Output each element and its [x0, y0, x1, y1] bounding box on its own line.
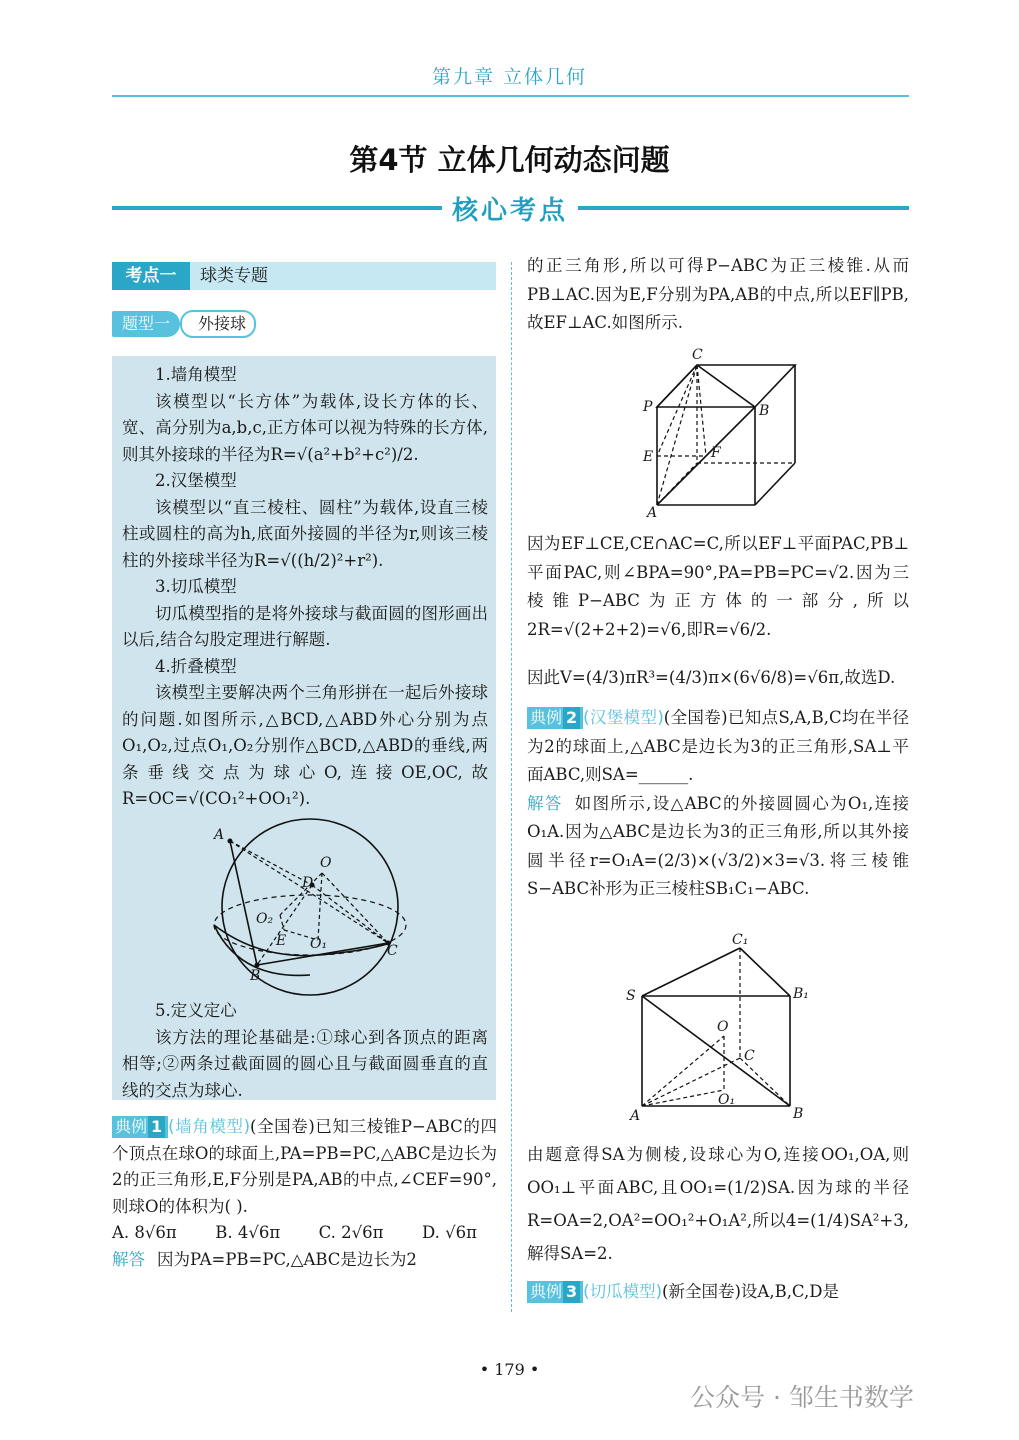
example-2-text: 已知点S,A,B,C均在半径为2的球面上,△ABC是边长为3的正三角形,SA⊥平面ABC,则SA=______. — [527, 708, 910, 784]
solution-1-part-3: 因此V=(4/3)πR³=(4/3)π×(6√6/8)=√6π,故选D. — [527, 668, 896, 687]
model-text-3: 切瓜模型指的是将外接球与截面圆的图形画出以后,结合勾股定理进行解题. — [122, 603, 488, 649]
sphere-label-a: A — [214, 827, 225, 843]
prism-label-a: A — [630, 1108, 641, 1123]
prism-label-c1: C₁ — [732, 932, 749, 948]
example-1-answer-label: 解答 — [112, 1249, 145, 1269]
example-1 — [112, 1114, 497, 1273]
model-text-block-1 — [122, 362, 488, 813]
prism-label-c: C — [744, 1048, 755, 1064]
page-number: • 179 • — [479, 1360, 540, 1379]
watermark: 公众号 · 邹生书数学 — [690, 1383, 914, 1412]
cube-figure — [635, 345, 810, 520]
option-b: B. 4√6π — [215, 1223, 281, 1242]
column-divider — [511, 262, 512, 1312]
cube-label-a: A — [647, 505, 658, 520]
sphere-label-o2: O₂ — [256, 911, 274, 927]
sphere-label-e: E — [276, 933, 287, 949]
solution-2-part-2: 由题意得SA为侧棱,设球心为O,连接OO₁,OA,则OO₁⊥平面ABC,且OO₁=(1/2)SA.因为球的半径R=OA=2,OA²=OO₁²+O₁A²,所以4=(1/4)SA²+3,解得SA=2. — [527, 1145, 909, 1263]
example-3-model: (切瓜模型) — [583, 1282, 663, 1301]
option-c: C. 2√6π — [318, 1223, 384, 1242]
core-title-line-left — [112, 206, 442, 210]
example-2-tag: 典例 2 — [527, 707, 583, 729]
kaodian-label: 考点一 — [112, 262, 190, 290]
cube-label-p: P — [643, 399, 653, 415]
option-a: A. 8√6π — [112, 1223, 177, 1242]
example-3-source: (新全国卷) — [662, 1282, 741, 1301]
tixing-title — [180, 310, 256, 338]
model-text-block-2 — [122, 998, 488, 1104]
model-text-4: 该模型主要解决两个三角形拼在一起后外接球的问题.如图所示,△BCD,△ABD外心分别为点O₁,O₂,过点O₁,O₂分别作△BCD,△ABD的垂线,两条垂线交点为球心O,连接OE,OC,故R=OC=√(CO₁²+OO₁²). — [122, 683, 488, 808]
model-text-1: 该模型以“长方体”为载体,设长方体的长、宽、高分别为a,b,c,正方体可以视为特殊的长方体,则其外接球的半径为R=√(a²+b²+c²)/2. — [122, 391, 488, 464]
cube-label-e: E — [643, 449, 654, 465]
example-2-model: (汉堡模型) — [583, 708, 664, 727]
model-heading-4: 4.折叠模型 — [155, 656, 237, 676]
prism-label-o: O — [717, 1019, 729, 1035]
example-1-text: 已知三棱锥P−ABC的四个顶点在球O的球面上,PA=PB=PC,△ABC是边长为2的正三角形,E,F分别是PA,AB的中点,∠CEF=90°,则球O的体积为( ). — [112, 1117, 498, 1216]
core-title: 核心考点 — [451, 196, 568, 226]
example-2 — [527, 704, 909, 904]
example-1-source: (全国卷) — [250, 1117, 315, 1136]
prism-figure — [620, 928, 820, 1123]
sphere-label-o1: O₁ — [310, 936, 328, 952]
sphere-label-c: C — [387, 943, 398, 959]
option-d: D. √6π — [421, 1223, 477, 1242]
model-text-2: 该模型以“直三棱柱、圆柱”为载体,设直三棱柱或圆柱的高为h,底面外接圆的半径为r,则该三棱柱的外接球半径为R=√((h/2)²+r²). — [122, 497, 488, 570]
model-heading-5: 5.定义定心 — [155, 1001, 237, 1020]
sphere-label-d: D — [302, 875, 314, 891]
example-3-text: 设A,B,C,D是 — [740, 1282, 839, 1301]
kaodian-title: 球类专题 — [200, 266, 268, 286]
cube-label-f: F — [711, 445, 721, 461]
example-1-answer-start: 因为PA=PB=PC,△ABC是边长为2 — [157, 1249, 417, 1269]
example-2-answer-label: 解答 — [527, 793, 563, 813]
example-3 — [527, 1278, 909, 1306]
model-text-5: 该方法的理论基础是:①球心到各顶点的距离相等;②两条过截面圆的圆心且与截面圆垂直的直线的交点为球心. — [122, 1027, 488, 1100]
example-1-options — [112, 1220, 497, 1247]
example-2-source: (全国卷) — [663, 708, 728, 727]
core-title-line-right — [578, 206, 909, 210]
solution-1-part-2: 因为EF⊥CE,CE∩AC=C,所以EF⊥平面PAC,PB⊥平面PAC,则∠BPA=90°,PA=PB=PC=√2.因为三棱锥P−ABC为正方体的一部分,所以2R=√(2+2+2)=√6,即R=√6/2. — [527, 534, 909, 639]
cube-label-c: C — [692, 347, 703, 363]
example-1-tag: 典例 1 — [112, 1116, 168, 1138]
prism-label-s: S — [626, 988, 636, 1004]
prism-label-b1: B₁ — [793, 986, 809, 1002]
sphere-label-o: O — [320, 855, 332, 871]
prism-label-o1: O₁ — [718, 1092, 736, 1108]
sphere-figure — [200, 815, 420, 1005]
example-2-answer: 如图所示,设△ABC的外接圆圆心为O₁,连接O₁A.因为△ABC是边长为3的正三角形,所以其外接圆半径r=O₁A=(2/3)×(√3/2)×3=√3.将三棱锥S−ABC补形为正三棱柱SB₁C₁−ABC. — [527, 793, 910, 898]
tixing-title-text: 外接球 — [198, 314, 247, 333]
model-heading-1: 1.墙角模型 — [155, 365, 237, 384]
example-1-model: (墙角模型) — [168, 1117, 251, 1136]
model-heading-3: 3.切瓜模型 — [155, 577, 237, 596]
example-3-tag: 典例 3 — [527, 1281, 583, 1303]
tixing-label: 题型一 — [112, 311, 180, 337]
cube-label-b: B — [759, 403, 770, 419]
chapter-header: 第九章 立体几何 — [431, 66, 588, 88]
section-title: 第4节 立体几何动态问题 — [349, 143, 670, 177]
prism-label-b: B — [793, 1106, 804, 1122]
sphere-label-b: B — [250, 968, 261, 984]
header-rule — [112, 95, 909, 97]
solution-1-part-1: 的正三角形,所以可得P−ABC为正三棱锥.从而PB⊥AC.因为E,F分别为PA,AB的中点,所以EF∥PB,故EF⊥AC.如图所示. — [527, 256, 909, 332]
model-heading-2: 2.汉堡模型 — [155, 471, 237, 490]
